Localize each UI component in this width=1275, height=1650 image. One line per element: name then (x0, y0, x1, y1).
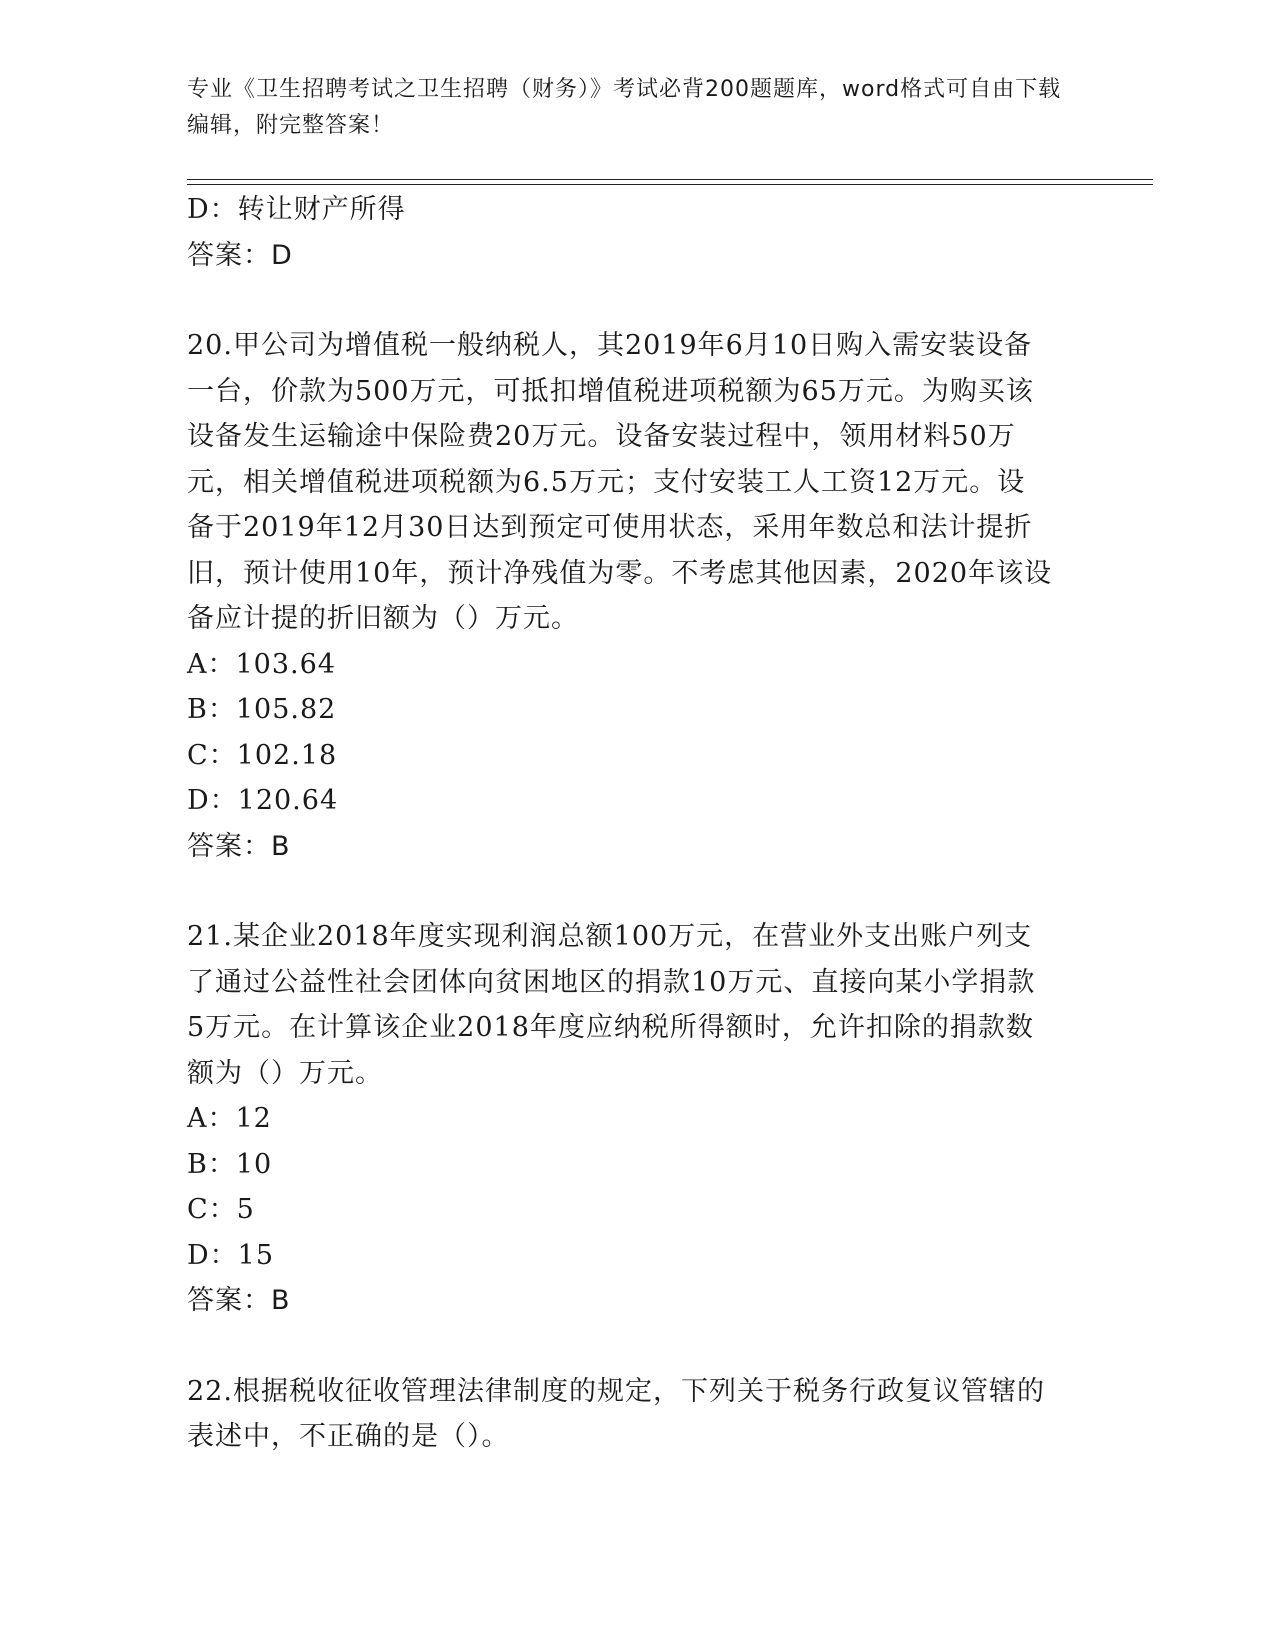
option-a: A：12 (187, 1103, 272, 1134)
option-c: C：102.18 (187, 739, 338, 771)
option-d: D：转让财产所得 (187, 194, 406, 225)
option-d: D：120.64 (187, 785, 339, 816)
document-body (187, 187, 1087, 1460)
header-divider-bottom (187, 184, 1153, 185)
question-stem-line: 备于2019年12月30日达到预定可使用状态，采用年数总和法计提折 (187, 512, 1033, 543)
document-header (187, 72, 1067, 144)
question-stem-line: 额为（）万元。 (187, 1057, 383, 1089)
question-stem-line: 5万元。在计算该企业2018年度应纳税所得额时，允许扣除的捐款数 (187, 1012, 1034, 1043)
question-stem-line: 旧，预计使用10年，预计净残值为零。不考虑其他因素，2020年该设 (187, 557, 1053, 589)
question-stem-line: 21.某企业2018年度实现利润总额100万元，在营业外支出账户列支 (187, 921, 1033, 952)
option-a: A：103.64 (187, 648, 336, 680)
answer-line: 答案：B (187, 1285, 291, 1316)
option-b: B：10 (187, 1148, 273, 1180)
question-stem-line: 设备发生运输途中保险费20万元。设备安装过程中，领用材料50万 (187, 421, 1016, 452)
question-stem-line: 元，相关增值税进项税额为6.5万元；支付安装工人工资12万元。设 (187, 466, 1026, 498)
question-stem-line: 表述中，不正确的是（）。 (187, 1421, 510, 1452)
question-stem-line: 了通过公益性社会团体向贫困地区的捐款10万元、直接向某小学捐款 (187, 966, 1036, 998)
option-c: C：5 (187, 1194, 255, 1225)
option-b: B：105.82 (187, 694, 337, 725)
header-title: 专业《卫生招聘考试之卫生招聘（财务）》考试必背200题题库，word格式可自由下载编辑，附完整答案！ (187, 77, 1062, 138)
question-22 (187, 1369, 1087, 1460)
previous-question-tail (187, 187, 1087, 278)
question-21 (187, 914, 1087, 1324)
header-divider-top (187, 179, 1153, 180)
question-stem-line: 22.根据税收征收管理法律制度的规定，下列关于税务行政复议管辖的 (187, 1375, 1045, 1407)
question-stem-line: 备应计提的折旧额为（）万元。 (187, 603, 579, 634)
question-stem-line: 20.甲公司为增值税一般纳税人，其2019年6月10日购入需安装设备 (187, 330, 1033, 361)
option-d: D：15 (187, 1239, 275, 1271)
answer-line: 答案：B (187, 830, 291, 862)
question-20 (187, 323, 1087, 869)
question-stem-line: 一台，价款为500万元，可抵扣增值税进项税额为65万元。为购买该 (187, 375, 1034, 407)
answer-line: 答案：D (187, 239, 293, 271)
